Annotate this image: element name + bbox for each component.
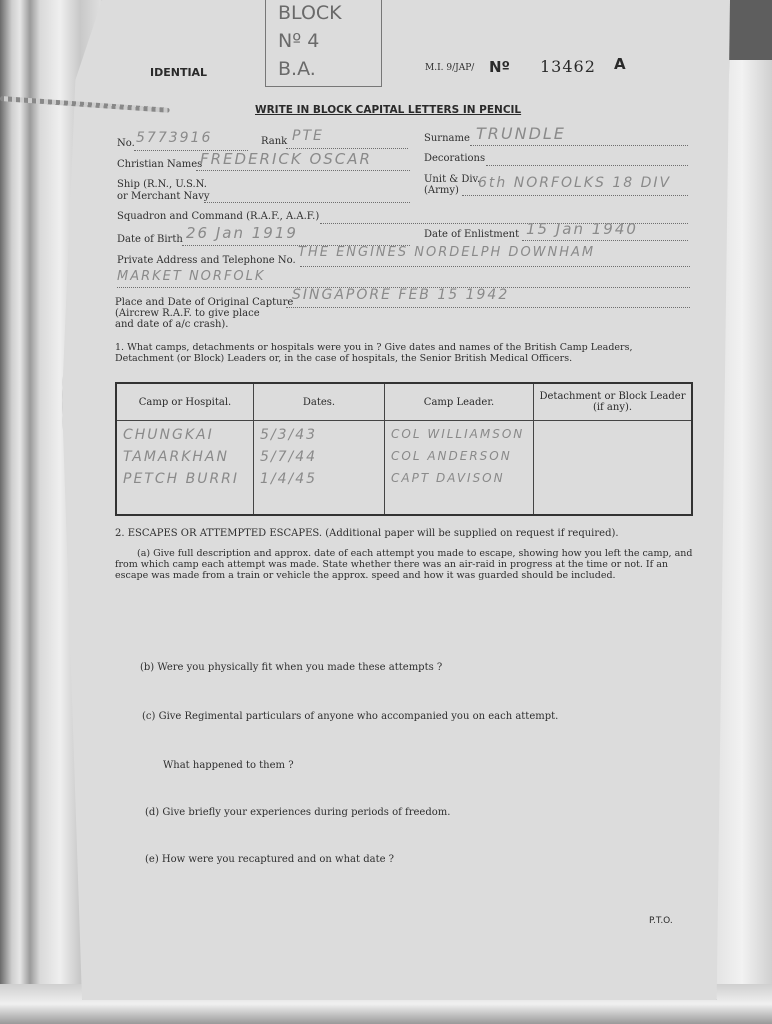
address-line-2: MARKET NORFOLK <box>117 269 266 284</box>
column-header-leader: Camp Leader. <box>385 383 534 421</box>
block-leader-column <box>534 421 693 516</box>
dob-value: 26 Jan 1919 <box>186 224 298 242</box>
block-stamp <box>265 0 382 87</box>
camps-table <box>115 382 693 516</box>
camp-entry: CHUNGKAI <box>123 427 214 443</box>
unit-label-2: (Army) <box>424 185 459 196</box>
date-entry: 5/3/43 <box>260 427 318 443</box>
camp-entry: TAMARKHAN <box>123 449 229 465</box>
pto-label: P.T.O. <box>649 916 673 926</box>
unit-value: 6th NORFOLKS 18 DIV <box>478 175 672 191</box>
rank-value: PTE <box>292 128 324 144</box>
leader-column <box>385 421 534 516</box>
column-header-dates: Dates. <box>254 383 385 421</box>
camp-column <box>116 421 254 516</box>
leader-entry: COL WILLIAMSON <box>391 427 525 441</box>
serial-suffix: A <box>614 55 626 73</box>
leader-entry: COL ANDERSON <box>391 449 512 463</box>
question-2a: (a) Give full description and approx. date of each attempt you made to escape, showing how you left the camp, and from which camp each attempt was made. State whether there was an air-raid in progress at the time or not. If an escape was made from a train or vehicle the approx. speed and how it was guarded should be included. <box>115 548 693 581</box>
capture-label: Place and Date of Original Capture <box>115 297 294 308</box>
date-entry: 5/7/44 <box>260 449 318 465</box>
question-2-title: 2. ESCAPES OR ATTEMPTED ESCAPES. (Additional paper will be supplied on request if required). <box>115 528 619 539</box>
christian-names-value: FREDERICK OSCAR <box>200 150 372 168</box>
stamp-line-2: Nº 4 <box>278 30 320 52</box>
capture-label-3: and date of a/c crash). <box>115 319 229 330</box>
service-number: 5773916 <box>136 130 213 146</box>
serial-number: 13462 <box>540 57 596 76</box>
enlistment-value: 15 Jan 1940 <box>526 220 638 238</box>
question-2d: (d) Give briefly your experiences during periods of freedom. <box>145 807 451 818</box>
question-2c: (c) Give Regimental particulars of anyone who accompanied you on each attempt. <box>142 711 559 722</box>
ref-label: M.I. 9/JAP/ <box>425 63 475 73</box>
address-label: Private Address and Telephone No. <box>117 255 296 266</box>
question-2e: (e) How were you recaptured and on what date ? <box>145 854 395 865</box>
confidential-label: IDENTIAL <box>150 66 208 79</box>
capture-label-2: (Aircrew R.A.F. to give place <box>115 308 260 319</box>
dob-label: Date of Birth <box>117 234 183 245</box>
column-header-block-leader: Detachment or Block Leader (if any). <box>534 383 693 421</box>
ship-label-2: or Merchant Navy <box>117 191 210 202</box>
decorations-label: Decorations <box>424 153 486 164</box>
question-2c-followup: What happened to them ? <box>163 760 294 771</box>
question-1-text: 1. What camps, detachments or hospitals were you in ? Give dates and names of the British Camp Leaders, Detachment (or Block) Leaders or, in the case of hospitals, the Senior British Medical Officers. <box>115 342 633 364</box>
surname-label: Surname <box>424 133 470 144</box>
capture-value: SINGAPORE FEB 15 1942 <box>292 287 510 303</box>
dates-column <box>254 421 385 516</box>
stamp-line-1: BLOCK <box>278 2 342 24</box>
enlistment-label: Date of Enlistment <box>424 229 520 240</box>
number-label: Nº <box>489 58 511 76</box>
date-entry: 1/4/45 <box>260 471 318 487</box>
unit-label: Unit & Div. <box>424 174 481 185</box>
camp-entry: PETCH BURRI <box>123 471 240 487</box>
leader-entry: CAPT DAVISON <box>391 471 505 485</box>
column-header-camp: Camp or Hospital. <box>116 383 254 421</box>
surname-value: TRUNDLE <box>476 124 566 143</box>
address-line-1: THE ENGINES NORDELPH DOWNHAM <box>298 245 596 260</box>
question-2b: (b) Were you physically fit when you made these attempts ? <box>140 662 443 673</box>
no-label: No. <box>117 138 135 149</box>
squadron-label: Squadron and Command (R.A.F., A.A.F.) <box>117 211 320 222</box>
form-instruction: WRITE IN BLOCK CAPITAL LETTERS IN PENCIL <box>255 104 522 116</box>
christian-names-label: Christian Names <box>117 159 203 170</box>
rank-label: Rank <box>261 136 288 147</box>
stamp-line-3: B.A. <box>278 58 316 80</box>
ship-label: Ship (R.N., U.S.N. <box>117 179 207 190</box>
